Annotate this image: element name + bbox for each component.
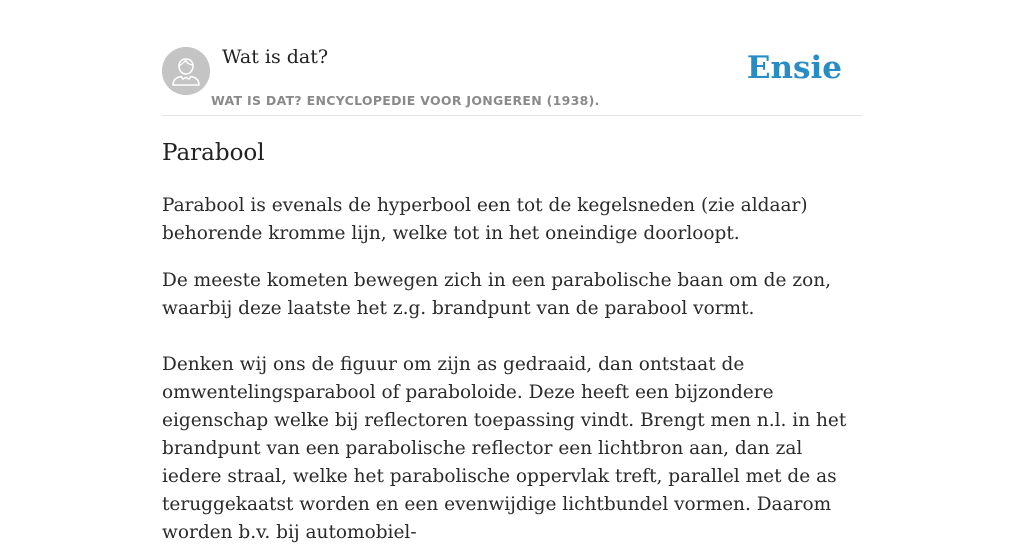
article-body [162, 192, 862, 547]
article-title: Parabool [162, 140, 265, 166]
source-avatar[interactable] [162, 47, 210, 95]
article-paragraph: Denken wij ons de figuur om zijn as gedraaid, dan ontstaat de omwentelingsparabool of paraboloide. Deze heeft een bijzondere eigenschap welke bij reflectoren toepassing vindt. Brengt men n.l. in het brandpunt van een parabolische reflector een lichtbron aan, dan zal iedere straal, welke het parabolische oppervlak treft, parallel met de as teruggekaatst worden en een evenwijdige lichtbundel vormen. Daarom worden b.v. bij automobiel- [162, 354, 847, 543]
source-subtitle[interactable]: WAT IS DAT? ENCYCLOPEDIE VOOR JONGEREN (1938). [211, 93, 600, 108]
article-paragraph: De meeste kometen bewegen zich in een parabolische baan om de zon, waarbij deze laatste het z.g. brandpunt van de parabool vormt. [162, 270, 832, 319]
source-name[interactable]: Wat is dat? [222, 46, 329, 68]
article-container [162, 0, 862, 543]
article-paragraph: Parabool is evenals de hyperbool een tot de kegelsneden (zie aldaar) behorende kromme lijn, welke tot in het oneindige doorloopt. [162, 195, 808, 244]
user-silhouette-icon [162, 47, 210, 95]
source-header [162, 0, 862, 116]
ensie-logo-link[interactable]: Ensie [746, 50, 842, 86]
